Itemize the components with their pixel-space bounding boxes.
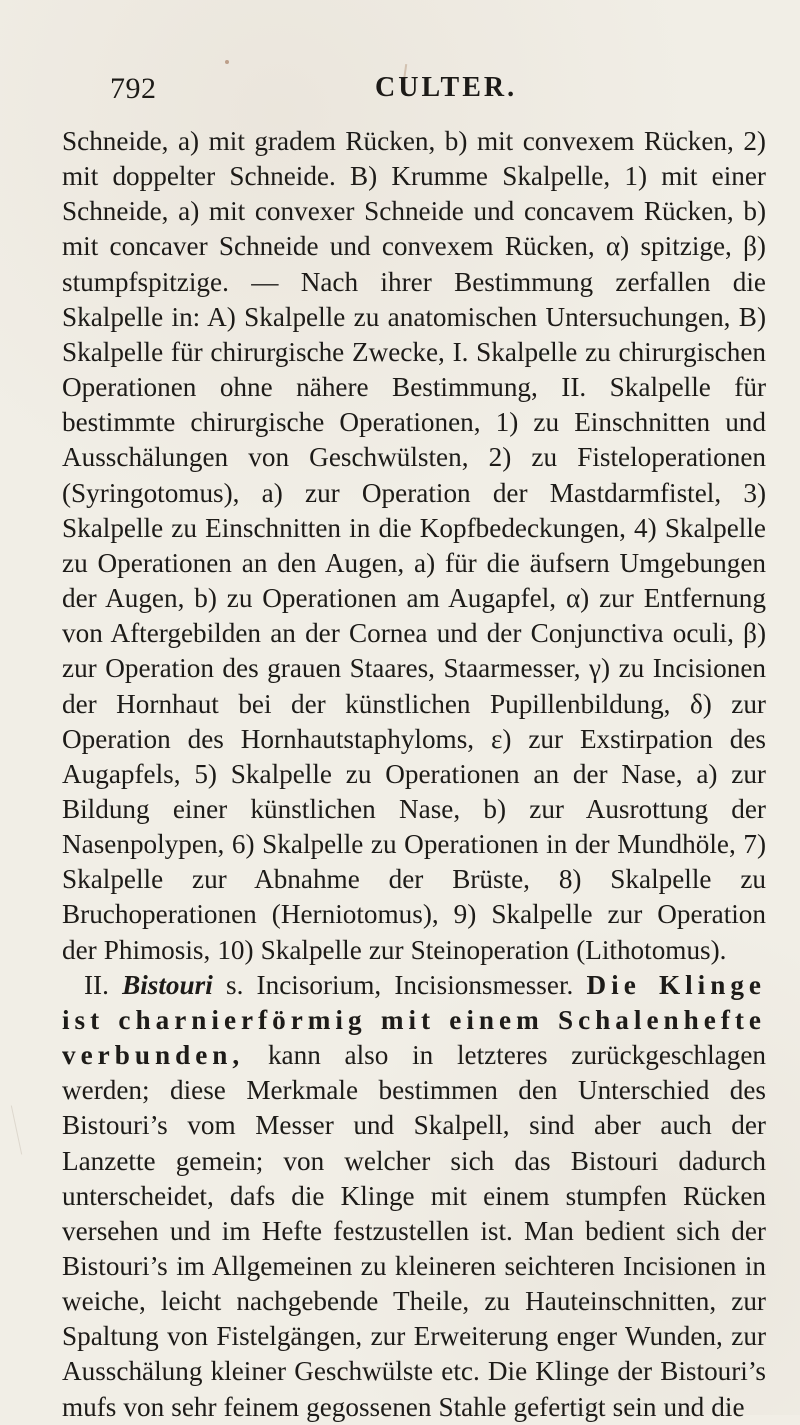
running-title: CULTER. — [375, 72, 518, 103]
body-text — [62, 124, 766, 1425]
page-number: 792 — [110, 72, 157, 105]
spaced-emphasis-text: Die Klinge ist charnierförmig mit einem Schalenhefte verbunden, — [62, 969, 767, 1071]
paragraph-bistouri — [62, 968, 766, 1425]
entry-term: Bistouri — [122, 969, 213, 1000]
paragraph-rest: kann also in letzteres zurückgeschlagen werden; diese Merkmale bestimmen den Unterschied des Bistouri’s vom Messer und Skalpell, sind aber auch der Lanzette gemein; von welcher sich das Bistouri dadurch unterscheidet, dafs die Klinge mit einem stumpfen Rücken versehen und im Hefte festzustellen ist. Man bedient sich der Bistouri’s im Allgemeinen zu kleineren seichteren Incisionen in weiche, leicht nachgebende Theile, zu Hauteinschnitten, zur Spaltung von Fistelgängen, zur Erweiterung enger Wunden, zur Ausschälung kleiner Geschwülste etc. Die Klinge der Bistouri’s mufs von sehr feinem gegossenen Stahle gefertigt sein und die — [62, 1040, 767, 1422]
paper-crease-mark — [11, 1105, 22, 1154]
paragraph-continued: Schneide, a) mit gradem Rücken, b) mit convexem Rücken, 2) mit doppelter Schneide. B) Krumme Skalpelle, 1) mit einer Schneide, a) mit convexer Schneide und concavem Rücken, b) mit concaver Schneide und convexem Rücken, α) spitzige, β) stumpfspitzige. — Nach ihrer Bestimmung zerfallen die Skalpelle in: A) Skalpelle zu anatomischen Untersuchungen, B) Skalpelle für chirurgische Zwecke, I. Skalpelle zu chirurgischen Operationen ohne nähere Bestimmung, II. Skalpelle für bestimmte chirurgische Operationen, 1) zu Einschnitten und Ausschälungen von Geschwülsten, 2) zu Fisteloperationen (Syringotomus), a) zur Operation der Mastdarmfistel, 3) Skalpelle zu Einschnitten in die Kopfbedeckungen, 4) Skalpelle zu Operationen an den Augen, a) für die äufsern Umgebungen der Augen, b) zu Operationen am Augapfel, α) zur Entfernung von Aftergebilden an der Cornea und der Conjunctiva oculi, β) zur Operation des grauen Staares, Staarmesser, γ) zu Incisionen der Hornhaut bei der künstlichen Pupillenbildung, δ) zur Operation des Hornhautstaphyloms, ε) zur Exstirpation des Augapfels, 5) Skalpelle zu Operationen an der Nase, a) zur Bildung einer künstlichen Nase, b) zur Ausrottung der Nasenpolypen, 6) Skalpelle zu Operationen in der Mundhöle, 7) Skalpelle zur Abnahme der Brüste, 8) Skalpelle zu Bruchoperationen (Herniotomus), 9) Skalpelle zur Operation der Phimosis, 10) Skalpelle zur Steinoperation (Lithotomus). — [62, 126, 766, 965]
section-number: II. — [84, 969, 109, 1000]
page-header — [62, 60, 764, 114]
entry-definition: s. Incisorium, Incisionsmesser. — [225, 969, 574, 1000]
